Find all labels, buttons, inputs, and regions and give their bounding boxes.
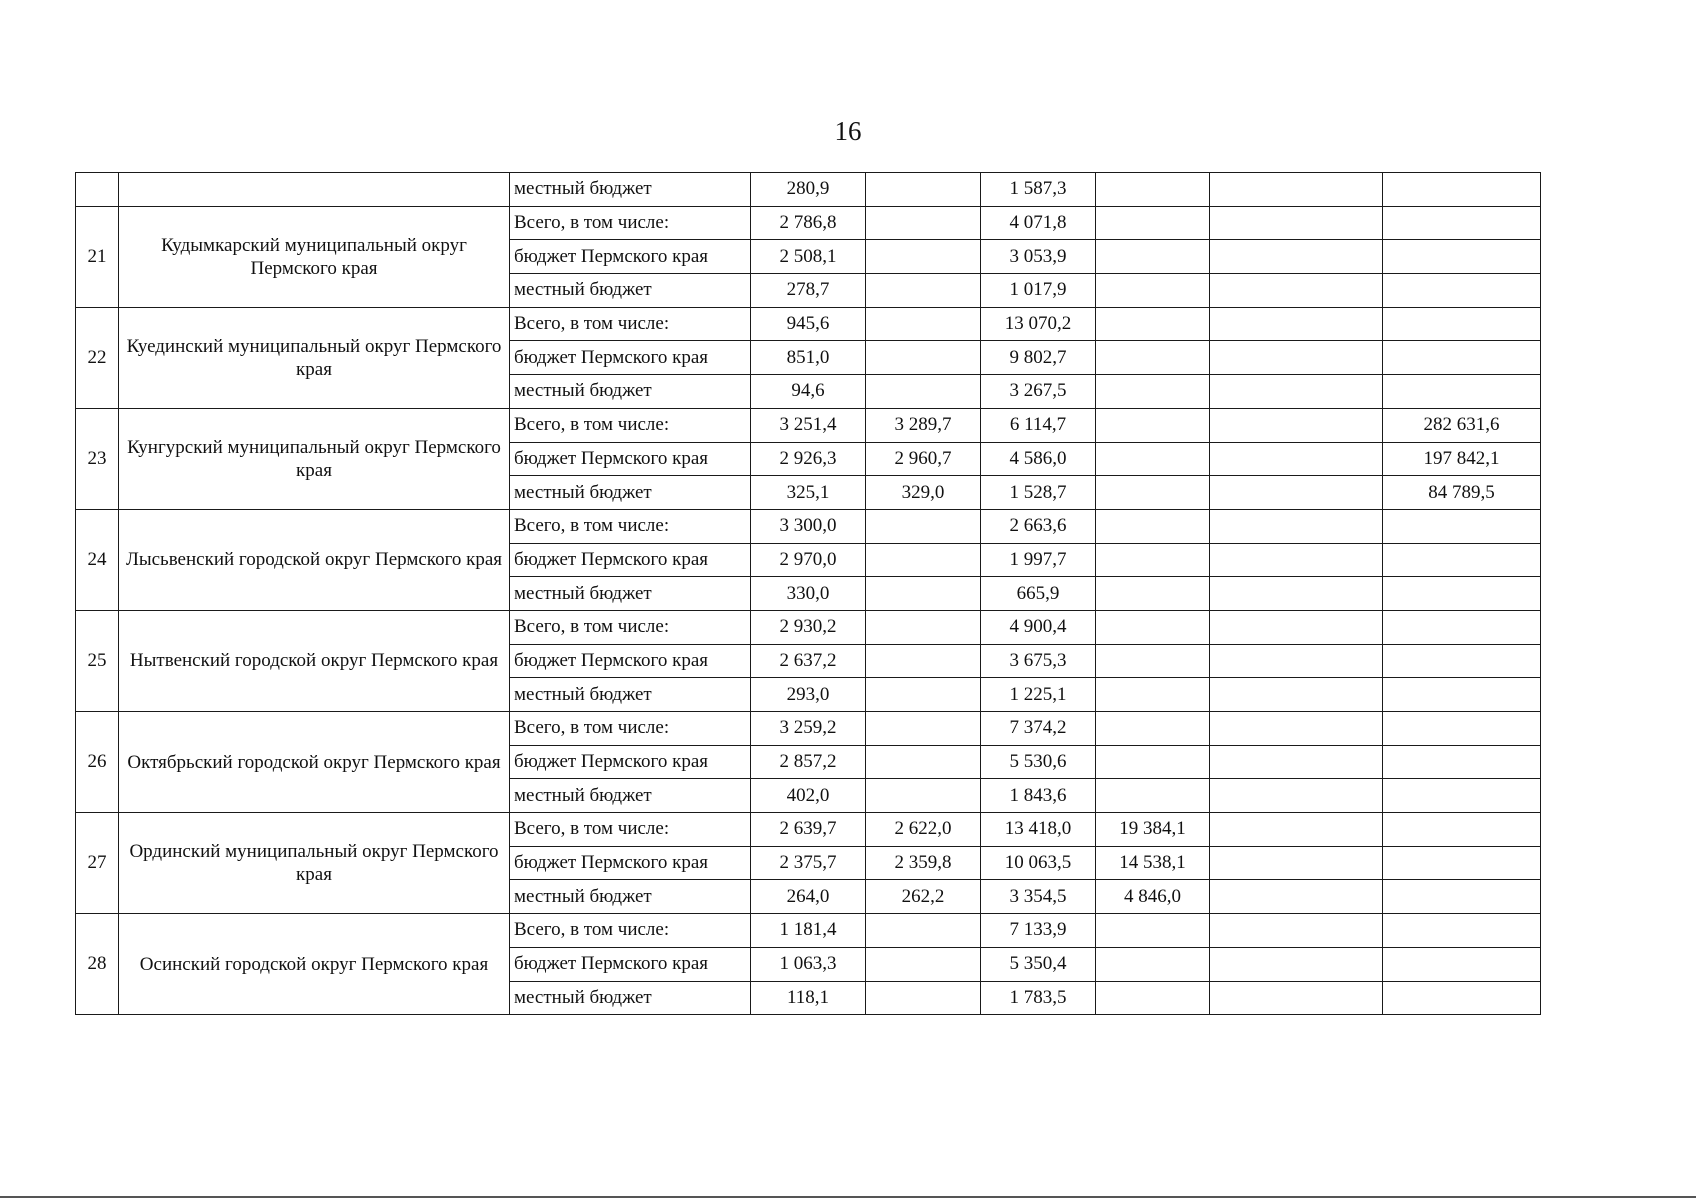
value-cell [866, 173, 981, 207]
value-cell: 282 631,6 [1383, 408, 1541, 442]
row-number-cell: 21 [76, 206, 119, 307]
value-cell [1210, 947, 1383, 981]
budget-type-cell: Всего, в том числе: [510, 813, 751, 847]
value-cell: 7 133,9 [981, 914, 1096, 948]
value-cell: 2 786,8 [751, 206, 866, 240]
value-cell: 1 063,3 [751, 947, 866, 981]
page-number: 16 [834, 116, 862, 146]
value-cell [1383, 947, 1541, 981]
value-cell: 2 359,8 [866, 846, 981, 880]
table-row [76, 712, 1541, 746]
budget-type-cell: Всего, в том числе: [510, 509, 751, 543]
value-cell: 6 114,7 [981, 408, 1096, 442]
value-cell [1096, 442, 1210, 476]
row-number-cell: 28 [76, 914, 119, 1015]
value-cell [1383, 173, 1541, 207]
value-cell [1210, 240, 1383, 274]
budget-type-cell: Всего, в том числе: [510, 712, 751, 746]
row-number-cell: 22 [76, 307, 119, 408]
value-cell [866, 712, 981, 746]
value-cell [1210, 307, 1383, 341]
budget-type-cell: местный бюджет [510, 779, 751, 813]
district-name-cell [119, 173, 510, 207]
value-cell: 3 251,4 [751, 408, 866, 442]
value-cell: 2 639,7 [751, 813, 866, 847]
table-row [76, 610, 1541, 644]
value-cell: 84 789,5 [1383, 476, 1541, 510]
budget-type-cell: местный бюджет [510, 173, 751, 207]
budget-type-cell: бюджет Пермского края [510, 341, 751, 375]
district-name-cell: Осинский городской округ Пермского края [119, 914, 510, 1015]
value-cell: 2 970,0 [751, 543, 866, 577]
value-cell: 264,0 [751, 880, 866, 914]
value-cell [1096, 981, 1210, 1015]
value-cell: 2 375,7 [751, 846, 866, 880]
value-cell [1210, 779, 1383, 813]
value-cell [866, 543, 981, 577]
budget-type-cell: местный бюджет [510, 880, 751, 914]
budget-type-cell: местный бюджет [510, 577, 751, 611]
value-cell [866, 206, 981, 240]
value-cell: 9 802,7 [981, 341, 1096, 375]
value-cell [1096, 307, 1210, 341]
value-cell [1210, 914, 1383, 948]
value-cell [1210, 712, 1383, 746]
value-cell: 3 267,5 [981, 375, 1096, 409]
value-cell [1210, 981, 1383, 1015]
district-name-cell: Нытвенский городской округ Пермского края [119, 610, 510, 711]
value-cell: 3 354,5 [981, 880, 1096, 914]
budget-type-cell: местный бюджет [510, 981, 751, 1015]
value-cell [1210, 206, 1383, 240]
value-cell: 262,2 [866, 880, 981, 914]
budget-type-cell: Всего, в том числе: [510, 408, 751, 442]
value-cell [1383, 914, 1541, 948]
value-cell [1210, 173, 1383, 207]
budget-type-cell: Всего, в том числе: [510, 307, 751, 341]
value-cell: 94,6 [751, 375, 866, 409]
budget-table [75, 172, 1541, 1015]
value-cell: 2 960,7 [866, 442, 981, 476]
value-cell [866, 341, 981, 375]
value-cell [1096, 274, 1210, 308]
value-cell [1383, 240, 1541, 274]
value-cell [1210, 577, 1383, 611]
value-cell [1383, 206, 1541, 240]
district-name-cell: Ординский муниципальный округ Пермского края [119, 813, 510, 914]
value-cell [1096, 375, 1210, 409]
value-cell [1096, 947, 1210, 981]
value-cell: 5 350,4 [981, 947, 1096, 981]
value-cell [1383, 509, 1541, 543]
row-number-cell [76, 173, 119, 207]
value-cell: 4 846,0 [1096, 880, 1210, 914]
value-cell [1210, 846, 1383, 880]
value-cell: 2 663,6 [981, 509, 1096, 543]
value-cell [1096, 173, 1210, 207]
value-cell [1383, 846, 1541, 880]
value-cell [1096, 745, 1210, 779]
value-cell [1383, 341, 1541, 375]
district-name-cell: Кунгурский муниципальный округ Пермского края [119, 408, 510, 509]
district-name-cell: Лысьвенский городской округ Пермского края [119, 509, 510, 610]
value-cell: 1 181,4 [751, 914, 866, 948]
value-cell [1210, 678, 1383, 712]
table-row [76, 509, 1541, 543]
value-cell [1210, 543, 1383, 577]
budget-type-cell: местный бюджет [510, 476, 751, 510]
value-cell: 1 997,7 [981, 543, 1096, 577]
table-body [76, 173, 1541, 1015]
value-cell [866, 745, 981, 779]
table-row [76, 914, 1541, 948]
value-cell [866, 307, 981, 341]
value-cell: 402,0 [751, 779, 866, 813]
budget-type-cell: бюджет Пермского края [510, 442, 751, 476]
value-cell [1096, 543, 1210, 577]
row-number-cell: 23 [76, 408, 119, 509]
value-cell [1383, 813, 1541, 847]
value-cell: 4 900,4 [981, 610, 1096, 644]
value-cell [1383, 274, 1541, 308]
value-cell [1383, 981, 1541, 1015]
budget-type-cell: бюджет Пермского края [510, 947, 751, 981]
value-cell [1210, 880, 1383, 914]
value-cell: 3 675,3 [981, 644, 1096, 678]
value-cell: 13 418,0 [981, 813, 1096, 847]
value-cell [1383, 779, 1541, 813]
value-cell [1210, 745, 1383, 779]
value-cell: 2 622,0 [866, 813, 981, 847]
value-cell: 4 586,0 [981, 442, 1096, 476]
value-cell [1383, 307, 1541, 341]
row-number-cell: 24 [76, 509, 119, 610]
value-cell [866, 610, 981, 644]
value-cell [1096, 408, 1210, 442]
value-cell: 2 508,1 [751, 240, 866, 274]
value-cell: 197 842,1 [1383, 442, 1541, 476]
budget-type-cell: бюджет Пермского края [510, 543, 751, 577]
row-number-cell: 27 [76, 813, 119, 914]
value-cell: 1 587,3 [981, 173, 1096, 207]
row-number-cell: 26 [76, 712, 119, 813]
value-cell [1210, 644, 1383, 678]
value-cell: 278,7 [751, 274, 866, 308]
table-row [76, 307, 1541, 341]
value-cell [866, 644, 981, 678]
value-cell: 3 300,0 [751, 509, 866, 543]
value-cell [866, 375, 981, 409]
value-cell [866, 981, 981, 1015]
budget-type-cell: Всего, в том числе: [510, 610, 751, 644]
budget-type-cell: бюджет Пермского края [510, 644, 751, 678]
value-cell [1383, 644, 1541, 678]
value-cell: 665,9 [981, 577, 1096, 611]
value-cell [1096, 476, 1210, 510]
value-cell [866, 779, 981, 813]
budget-type-cell: местный бюджет [510, 375, 751, 409]
district-name-cell: Кудымкарский муниципальный округ Пермского края [119, 206, 510, 307]
value-cell [1096, 678, 1210, 712]
value-cell [866, 947, 981, 981]
value-cell: 10 063,5 [981, 846, 1096, 880]
value-cell [1383, 610, 1541, 644]
value-cell: 945,6 [751, 307, 866, 341]
value-cell: 1 017,9 [981, 274, 1096, 308]
value-cell: 851,0 [751, 341, 866, 375]
value-cell [1210, 813, 1383, 847]
value-cell [1383, 880, 1541, 914]
value-cell [1383, 543, 1541, 577]
value-cell [1210, 509, 1383, 543]
value-cell: 2 926,3 [751, 442, 866, 476]
value-cell: 4 071,8 [981, 206, 1096, 240]
value-cell: 13 070,2 [981, 307, 1096, 341]
value-cell [1096, 577, 1210, 611]
table-row [76, 173, 1541, 207]
value-cell: 3 053,9 [981, 240, 1096, 274]
budget-type-cell: местный бюджет [510, 678, 751, 712]
value-cell [866, 240, 981, 274]
value-cell: 3 259,2 [751, 712, 866, 746]
value-cell [1383, 375, 1541, 409]
page-edge-line [0, 1196, 1696, 1198]
value-cell [866, 274, 981, 308]
value-cell: 19 384,1 [1096, 813, 1210, 847]
value-cell [866, 509, 981, 543]
table-row [76, 408, 1541, 442]
value-cell [1096, 509, 1210, 543]
value-cell [1096, 712, 1210, 746]
value-cell [866, 678, 981, 712]
value-cell [1096, 206, 1210, 240]
value-cell: 1 783,5 [981, 981, 1096, 1015]
value-cell [1383, 712, 1541, 746]
value-cell: 280,9 [751, 173, 866, 207]
district-name-cell: Куединский муниципальный округ Пермского края [119, 307, 510, 408]
value-cell [1096, 341, 1210, 375]
budget-type-cell: бюджет Пермского края [510, 846, 751, 880]
value-cell [1096, 779, 1210, 813]
value-cell: 2 637,2 [751, 644, 866, 678]
value-cell: 1 528,7 [981, 476, 1096, 510]
value-cell [1210, 408, 1383, 442]
value-cell: 330,0 [751, 577, 866, 611]
value-cell [1383, 678, 1541, 712]
value-cell [1210, 274, 1383, 308]
value-cell [1210, 610, 1383, 644]
value-cell [1383, 745, 1541, 779]
value-cell: 118,1 [751, 981, 866, 1015]
value-cell [1210, 341, 1383, 375]
budget-type-cell: местный бюджет [510, 274, 751, 308]
budget-type-cell: Всего, в том числе: [510, 914, 751, 948]
budget-type-cell: бюджет Пермского края [510, 745, 751, 779]
value-cell: 2 857,2 [751, 745, 866, 779]
budget-type-cell: бюджет Пермского края [510, 240, 751, 274]
value-cell: 5 530,6 [981, 745, 1096, 779]
value-cell [1210, 476, 1383, 510]
value-cell: 325,1 [751, 476, 866, 510]
row-number-cell: 25 [76, 610, 119, 711]
table-row [76, 206, 1541, 240]
value-cell [866, 577, 981, 611]
value-cell: 3 289,7 [866, 408, 981, 442]
value-cell: 293,0 [751, 678, 866, 712]
budget-type-cell: Всего, в том числе: [510, 206, 751, 240]
value-cell [1096, 644, 1210, 678]
value-cell: 1 225,1 [981, 678, 1096, 712]
value-cell: 1 843,6 [981, 779, 1096, 813]
value-cell [1210, 442, 1383, 476]
district-name-cell: Октябрьский городской округ Пермского края [119, 712, 510, 813]
value-cell [866, 914, 981, 948]
value-cell [1096, 240, 1210, 274]
value-cell [1096, 610, 1210, 644]
value-cell [1383, 577, 1541, 611]
value-cell: 14 538,1 [1096, 846, 1210, 880]
value-cell: 7 374,2 [981, 712, 1096, 746]
value-cell [1096, 914, 1210, 948]
value-cell: 2 930,2 [751, 610, 866, 644]
table-row [76, 813, 1541, 847]
value-cell: 329,0 [866, 476, 981, 510]
value-cell [1210, 375, 1383, 409]
